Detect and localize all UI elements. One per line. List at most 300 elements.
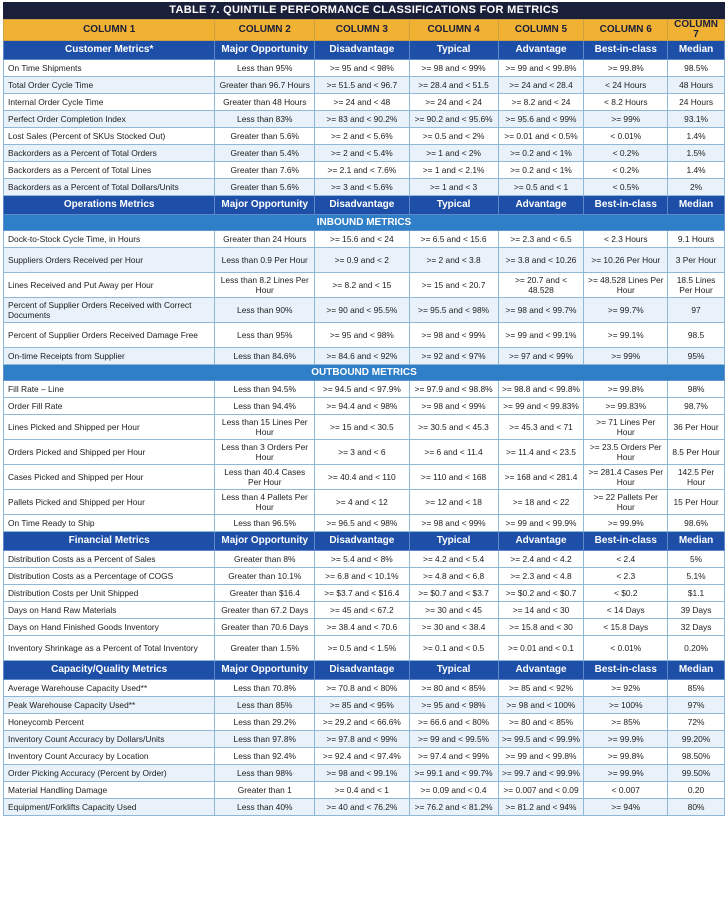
metric-value: >= 2.1 and < 7.6% (315, 162, 409, 179)
metric-value: < $0.2 (584, 585, 668, 602)
metric-value: 1.4% (668, 128, 725, 145)
metric-label: Equipment/Forklifts Capacity Used (4, 799, 215, 816)
metric-value: >= 30 and < 38.4 (409, 619, 498, 636)
column-number-cell: COLUMN 1 (4, 20, 215, 41)
metric-value: Less than 95% (215, 60, 315, 77)
metric-value: >= 6 and < 11.4 (409, 440, 498, 465)
metric-value: Greater than 1 (215, 782, 315, 799)
metric-value: >= 84.6 and < 92% (315, 348, 409, 365)
metric-value: 72% (668, 714, 725, 731)
metric-value: >= 4.2 and < 5.4 (409, 551, 498, 568)
table-row (4, 162, 725, 179)
metric-value: >= 99 and < 99.1% (498, 323, 584, 348)
metric-value: Less than 70.8% (215, 680, 315, 697)
metric-value: >= 94.5 and < 97.9% (315, 381, 409, 398)
metric-value: >= 11.4 and < 23.5 (498, 440, 584, 465)
metric-value: < 0.5% (584, 179, 668, 196)
metric-label: Average Warehouse Capacity Used** (4, 680, 215, 697)
table-row (4, 323, 725, 348)
metric-value: 99.20% (668, 731, 725, 748)
metric-value: >= 95 and < 98% (315, 60, 409, 77)
customer-header-cell: Typical (409, 41, 498, 60)
metric-value: Greater than 5.6% (215, 128, 315, 145)
metric-label: Honeycomb Percent (4, 714, 215, 731)
metric-value: >= 80 and < 85% (409, 680, 498, 697)
metric-value: >= 99.7% (584, 298, 668, 323)
metric-value: >= 97 and < 99% (498, 348, 584, 365)
metric-value: >= 2.3 and < 4.8 (498, 568, 584, 585)
metric-value: Greater than 24 Hours (215, 231, 315, 248)
table-row (4, 179, 725, 196)
metric-value: >= 2 and < 5.4% (315, 145, 409, 162)
metric-value: Less than 85% (215, 697, 315, 714)
financial-header-cell: Best-in-class (584, 532, 668, 551)
metric-value: 80% (668, 799, 725, 816)
metric-value: >= 24 and < 48 (315, 94, 409, 111)
metric-label: On Time Ready to Ship (4, 515, 215, 532)
table-row (4, 145, 725, 162)
metric-value: 1.4% (668, 162, 725, 179)
column-number-cell: COLUMN 6 (584, 20, 668, 41)
inbound-subheader: INBOUND METRICS (4, 215, 725, 231)
metric-value: < 24 Hours (584, 77, 668, 94)
metric-value: >= 0.01 and < 0.1 (498, 636, 584, 661)
metric-value: >= 0.5 and < 1.5% (315, 636, 409, 661)
metric-label: Lines Picked and Shipped per Hour (4, 415, 215, 440)
capacity-header-row (4, 661, 725, 680)
metric-label: Backorders as a Percent of Total Orders (4, 145, 215, 162)
metric-value: >= 4.8 and < 6.8 (409, 568, 498, 585)
metric-value: 99.50% (668, 765, 725, 782)
metric-value: Greater than 96.7 Hours (215, 77, 315, 94)
metric-value: 93.1% (668, 111, 725, 128)
metric-value: >= 92.4 and < 97.4% (315, 748, 409, 765)
table-row (4, 231, 725, 248)
table-row (4, 248, 725, 273)
metric-value: >= 94.4 and < 98% (315, 398, 409, 415)
metric-value: 1.5% (668, 145, 725, 162)
metric-value: >= 29.2 and < 66.6% (315, 714, 409, 731)
metric-value: >= 100% (584, 697, 668, 714)
metric-value: >= 98 and < 99% (409, 323, 498, 348)
metric-value: < 0.2% (584, 162, 668, 179)
metric-value: 97 (668, 298, 725, 323)
metric-value: 98.5 (668, 323, 725, 348)
metric-value: >= 98 and < 100% (498, 697, 584, 714)
metric-value: >= 2.3 and < 6.5 (498, 231, 584, 248)
operations-header-cell: Best-in-class (584, 196, 668, 215)
metric-value: >= 12 and < 18 (409, 490, 498, 515)
metric-value: >= 40 and < 76.2% (315, 799, 409, 816)
table-row (4, 273, 725, 298)
metric-value: >= 99.8% (584, 381, 668, 398)
table-row (4, 465, 725, 490)
metric-value: Less than 96.5% (215, 515, 315, 532)
metric-value: 36 Per Hour (668, 415, 725, 440)
metric-value: 98.50% (668, 748, 725, 765)
metric-value: >= 28.4 and < 51.5 (409, 77, 498, 94)
metric-value: >= 99.1 and < 99.7% (409, 765, 498, 782)
column-number-cell: COLUMN 3 (315, 20, 409, 41)
metric-value: >= 0.09 and < 0.4 (409, 782, 498, 799)
metric-value: >= 18 and < 22 (498, 490, 584, 515)
metric-value: >= 97.4 and < 99% (409, 748, 498, 765)
metric-value: >= $0.2 and < $0.7 (498, 585, 584, 602)
capacity-header-cell: Typical (409, 661, 498, 680)
metric-label: Cases Picked and Shipped per Hour (4, 465, 215, 490)
metric-value: >= 76.2 and < 81.2% (409, 799, 498, 816)
metric-value: >= 281.4 Cases Per Hour (584, 465, 668, 490)
table-row (4, 636, 725, 661)
metric-value: >= 15 and < 20.7 (409, 273, 498, 298)
metric-value: 98.7% (668, 398, 725, 415)
metric-value: 32 Days (668, 619, 725, 636)
table-row (4, 585, 725, 602)
metric-value: >= 6.8 and < 10.1% (315, 568, 409, 585)
metric-value: < 0.01% (584, 128, 668, 145)
metric-value: Less than 0.9 Per Hour (215, 248, 315, 273)
metric-value: >= $0.7 and < $3.7 (409, 585, 498, 602)
metric-value: Greater than 48 Hours (215, 94, 315, 111)
metric-label: On-time Receipts from Supplier (4, 348, 215, 365)
metric-value: 98.5% (668, 60, 725, 77)
metric-value: >= 23.5 Orders Per Hour (584, 440, 668, 465)
metric-label: Inventory Shrinkage as a Percent of Total Inventory (4, 636, 215, 661)
metric-value: >= 85% (584, 714, 668, 731)
metric-value: >= 71 Lines Per Hour (584, 415, 668, 440)
metric-value: >= 99 and < 99.9% (498, 515, 584, 532)
metric-value: Less than 90% (215, 298, 315, 323)
metric-value: >= 1 and < 2% (409, 145, 498, 162)
customer-header-cell: Best-in-class (584, 41, 668, 60)
table-row (4, 128, 725, 145)
metric-value: Less than 3 Orders Per Hour (215, 440, 315, 465)
customer-header-cell: Disadvantage (315, 41, 409, 60)
metric-value: >= 45.3 and < 71 (498, 415, 584, 440)
table-row (4, 94, 725, 111)
metric-value: Less than 40% (215, 799, 315, 816)
table-row (4, 602, 725, 619)
metric-value: >= 1 and < 3 (409, 179, 498, 196)
metric-value: < 2.3 Hours (584, 231, 668, 248)
metric-value: 24 Hours (668, 94, 725, 111)
metric-label: Days on Hand Raw Materials (4, 602, 215, 619)
metric-value: Less than 8.2 Lines Per Hour (215, 273, 315, 298)
metric-value: Less than 97.8% (215, 731, 315, 748)
metric-value: >= 51.5 and < 96.7 (315, 77, 409, 94)
metric-value: >= 8.2 and < 24 (498, 94, 584, 111)
metric-value: >= 15.8 and < 30 (498, 619, 584, 636)
column-number-cell: COLUMN 2 (215, 20, 315, 41)
metric-label: Percent of Supplier Orders Received Damage Free (4, 323, 215, 348)
column-number-cell: COLUMN 7 (668, 20, 725, 41)
table-row (4, 714, 725, 731)
metric-value: 98% (668, 381, 725, 398)
metric-value: Greater than 1.5% (215, 636, 315, 661)
capacity-header-cell: Major Opportunity (215, 661, 315, 680)
metric-value: >= 99 and < 99.5% (409, 731, 498, 748)
metric-value: >= 70.8 and < 80% (315, 680, 409, 697)
metric-value: >= 5.4 and < 8% (315, 551, 409, 568)
operations-header-row (4, 196, 725, 215)
metric-value: >= 0.4 and < 1 (315, 782, 409, 799)
metric-value: Greater than 8% (215, 551, 315, 568)
metric-value: >= 0.9 and < 2 (315, 248, 409, 273)
column-number-row (4, 20, 725, 41)
financial-header-cell: Major Opportunity (215, 532, 315, 551)
metric-value: >= 45 and < 67.2 (315, 602, 409, 619)
metric-value: >= 0.007 and < 0.09 (498, 782, 584, 799)
metric-value: 85% (668, 680, 725, 697)
customer-header-cell: Customer Metrics* (4, 41, 215, 60)
metric-value: >= 0.01 and < 0.5% (498, 128, 584, 145)
metric-label: Pallets Picked and Shipped per Hour (4, 490, 215, 515)
metric-label: Backorders as a Percent of Total Dollars/Units (4, 179, 215, 196)
quintile-table (3, 19, 725, 816)
table-row (4, 298, 725, 323)
metric-value: 5.1% (668, 568, 725, 585)
metric-label: Inventory Count Accuracy by Location (4, 748, 215, 765)
metric-value: Less than 94.5% (215, 381, 315, 398)
table-row (4, 60, 725, 77)
metric-label: Distribution Costs as a Percentage of COGS (4, 568, 215, 585)
metric-value: Less than 4 Pallets Per Hour (215, 490, 315, 515)
metric-value: >= 99 and < 99.8% (498, 60, 584, 77)
metric-value: >= 99.7 and < 99.9% (498, 765, 584, 782)
table-row (4, 680, 725, 697)
metric-value: >= 96.5 and < 98% (315, 515, 409, 532)
financial-header-cell: Advantage (498, 532, 584, 551)
metric-value: >= 3.8 and < 10.26 (498, 248, 584, 273)
metric-value: >= 0.5 and < 2% (409, 128, 498, 145)
metric-value: Less than 29.2% (215, 714, 315, 731)
table-row (4, 381, 725, 398)
metric-value: >= 97.8 and < 99% (315, 731, 409, 748)
capacity-header-cell: Disadvantage (315, 661, 409, 680)
column-number-cell: COLUMN 5 (498, 20, 584, 41)
metric-value: >= 97.9 and < 98.8% (409, 381, 498, 398)
metric-value: 18.5 Lines Per Hour (668, 273, 725, 298)
metric-value: 98.6% (668, 515, 725, 532)
metric-label: Distribution Costs per Unit Shipped (4, 585, 215, 602)
metric-value: >= 99 and < 99.83% (498, 398, 584, 415)
metric-label: Order Fill Rate (4, 398, 215, 415)
operations-header-cell: Median (668, 196, 725, 215)
metric-value: >= 24 and < 28.4 (498, 77, 584, 94)
metric-value: >= 20.7 and < 48.528 (498, 273, 584, 298)
metric-value: 0.20% (668, 636, 725, 661)
metric-value: >= 99.1% (584, 323, 668, 348)
metric-label: Lost Sales (Percent of SKUs Stocked Out) (4, 128, 215, 145)
metric-value: >= $3.7 and < $16.4 (315, 585, 409, 602)
metric-label: Lines Received and Put Away per Hour (4, 273, 215, 298)
metric-value: Greater than 67.2 Days (215, 602, 315, 619)
metric-value: >= 66.6 and < 80% (409, 714, 498, 731)
metric-value: >= 99.9% (584, 765, 668, 782)
metric-value: >= 15 and < 30.5 (315, 415, 409, 440)
metric-value: >= 85 and < 95% (315, 697, 409, 714)
metric-value: >= 40.4 and < 110 (315, 465, 409, 490)
metric-value: >= 6.5 and < 15.6 (409, 231, 498, 248)
metric-value: 39 Days (668, 602, 725, 619)
metric-label: Suppliers Orders Received per Hour (4, 248, 215, 273)
metric-value: < 8.2 Hours (584, 94, 668, 111)
metric-value: 142.5 Per Hour (668, 465, 725, 490)
table-row (4, 619, 725, 636)
metric-value: Greater than 7.6% (215, 162, 315, 179)
table-row (4, 731, 725, 748)
metric-value: < 0.01% (584, 636, 668, 661)
metric-value: >= 24 and < 24 (409, 94, 498, 111)
metric-value: 8.5 Per Hour (668, 440, 725, 465)
metric-value: 95% (668, 348, 725, 365)
metric-value: >= 90 and < 95.5% (315, 298, 409, 323)
metric-value: >= 99% (584, 111, 668, 128)
customer-header-cell: Major Opportunity (215, 41, 315, 60)
inbound-subheader-row (4, 215, 725, 231)
metric-value: Less than 40.4 Cases Per Hour (215, 465, 315, 490)
metric-value: Less than 94.4% (215, 398, 315, 415)
metric-label: Order Picking Accuracy (Percent by Order) (4, 765, 215, 782)
metric-value: >= 4 and < 12 (315, 490, 409, 515)
metric-value: >= 85 and < 92% (498, 680, 584, 697)
table-row (4, 748, 725, 765)
metric-value: Greater than $16.4 (215, 585, 315, 602)
metric-value: < 0.2% (584, 145, 668, 162)
table-row (4, 568, 725, 585)
table-row (4, 490, 725, 515)
metric-label: Backorders as a Percent of Total Lines (4, 162, 215, 179)
metric-label: Distribution Costs as a Percent of Sales (4, 551, 215, 568)
metric-label: Percent of Supplier Orders Received with Correct Documents (4, 298, 215, 323)
metric-value: >= 2.4 and < 4.2 (498, 551, 584, 568)
metric-value: 15 Per Hour (668, 490, 725, 515)
metric-value: Greater than 70.6 Days (215, 619, 315, 636)
metric-value: >= 83 and < 90.2% (315, 111, 409, 128)
metric-value: 48 Hours (668, 77, 725, 94)
metric-value: >= 99% (584, 348, 668, 365)
metric-value: >= 81.2 and < 94% (498, 799, 584, 816)
metric-value: >= 2 and < 3.8 (409, 248, 498, 273)
metric-value: < 14 Days (584, 602, 668, 619)
metric-value: >= 95 and < 98% (315, 323, 409, 348)
table-row (4, 697, 725, 714)
capacity-header-cell: Best-in-class (584, 661, 668, 680)
metric-value: 5% (668, 551, 725, 568)
metric-value: >= 1 and < 2.1% (409, 162, 498, 179)
table-row (4, 398, 725, 415)
metric-label: Internal Order Cycle Time (4, 94, 215, 111)
metric-value: Less than 95% (215, 323, 315, 348)
table-row (4, 415, 725, 440)
metric-value: 3 Per Hour (668, 248, 725, 273)
metric-value: >= 98 and < 99.1% (315, 765, 409, 782)
table-row (4, 765, 725, 782)
table-row (4, 348, 725, 365)
metric-value: >= 95 and < 98% (409, 697, 498, 714)
table-row (4, 77, 725, 94)
metric-value: 2% (668, 179, 725, 196)
metric-value: Less than 83% (215, 111, 315, 128)
metric-value: >= 22 Pallets Per Hour (584, 490, 668, 515)
metric-value: Greater than 5.4% (215, 145, 315, 162)
metric-label: Total Order Cycle Time (4, 77, 215, 94)
metric-label: Material Handling Damage (4, 782, 215, 799)
metric-value: >= 92% (584, 680, 668, 697)
metric-value: < 2.3 (584, 568, 668, 585)
metric-value: Greater than 5.6% (215, 179, 315, 196)
metric-value: >= 90.2 and < 95.6% (409, 111, 498, 128)
metric-label: Inventory Count Accuracy by Dollars/Units (4, 731, 215, 748)
metric-value: >= 3 and < 6 (315, 440, 409, 465)
metric-value: >= 30 and < 45 (409, 602, 498, 619)
metric-value: >= 98 and < 99% (409, 515, 498, 532)
operations-header-cell: Advantage (498, 196, 584, 215)
capacity-header-cell: Advantage (498, 661, 584, 680)
metric-value: < 2.4 (584, 551, 668, 568)
metric-value: 9.1 Hours (668, 231, 725, 248)
metric-value: Greater than 10.1% (215, 568, 315, 585)
financial-header-cell: Financial Metrics (4, 532, 215, 551)
metric-value: >= 94% (584, 799, 668, 816)
metric-label: Fill Rate – Line (4, 381, 215, 398)
metrics-table-page (3, 2, 725, 816)
outbound-subheader: OUTBOUND METRICS (4, 365, 725, 381)
metric-value: >= 10.26 Per Hour (584, 248, 668, 273)
metric-value: $1.1 (668, 585, 725, 602)
metric-value: >= 99.5 and < 99.9% (498, 731, 584, 748)
metric-value: >= 98.8 and < 99.8% (498, 381, 584, 398)
metric-value: >= 3 and < 5.6% (315, 179, 409, 196)
metric-value: >= 48.528 Lines Per Hour (584, 273, 668, 298)
metric-value: >= 80 and < 85% (498, 714, 584, 731)
operations-header-cell: Typical (409, 196, 498, 215)
metric-value: Less than 98% (215, 765, 315, 782)
operations-header-cell: Operations Metrics (4, 196, 215, 215)
metric-label: On Time Shipments (4, 60, 215, 77)
metric-value: < 15.8 Days (584, 619, 668, 636)
table-title: TABLE 7. QUINTILE PERFORMANCE CLASSIFICATIONS FOR METRICS (3, 2, 725, 19)
metric-value: 0.20 (668, 782, 725, 799)
metric-label: Dock-to-Stock Cycle Time, in Hours (4, 231, 215, 248)
metric-value: >= 8.2 and < 15 (315, 273, 409, 298)
table-row (4, 515, 725, 532)
table-row (4, 440, 725, 465)
table-row (4, 782, 725, 799)
metric-value: >= 99.9% (584, 515, 668, 532)
capacity-header-cell: Capacity/Quality Metrics (4, 661, 215, 680)
metric-value: >= 98 and < 99% (409, 60, 498, 77)
column-number-cell: COLUMN 4 (409, 20, 498, 41)
metric-value: >= 98 and < 99% (409, 398, 498, 415)
metric-value: >= 98 and < 99.7% (498, 298, 584, 323)
metric-value: >= 38.4 and < 70.6 (315, 619, 409, 636)
metric-value: >= 110 and < 168 (409, 465, 498, 490)
metric-value: >= 2 and < 5.6% (315, 128, 409, 145)
metric-value: >= 99.8% (584, 60, 668, 77)
capacity-header-cell: Median (668, 661, 725, 680)
metric-value: >= 14 and < 30 (498, 602, 584, 619)
metric-value: >= 168 and < 281.4 (498, 465, 584, 490)
operations-header-cell: Major Opportunity (215, 196, 315, 215)
financial-header-cell: Median (668, 532, 725, 551)
metric-value: >= 95.6 and < 99% (498, 111, 584, 128)
metric-value: Less than 15 Lines Per Hour (215, 415, 315, 440)
customer-header-cell: Median (668, 41, 725, 60)
metric-value: Less than 84.6% (215, 348, 315, 365)
metric-value: >= 0.5 and < 1 (498, 179, 584, 196)
metric-value: 97% (668, 697, 725, 714)
